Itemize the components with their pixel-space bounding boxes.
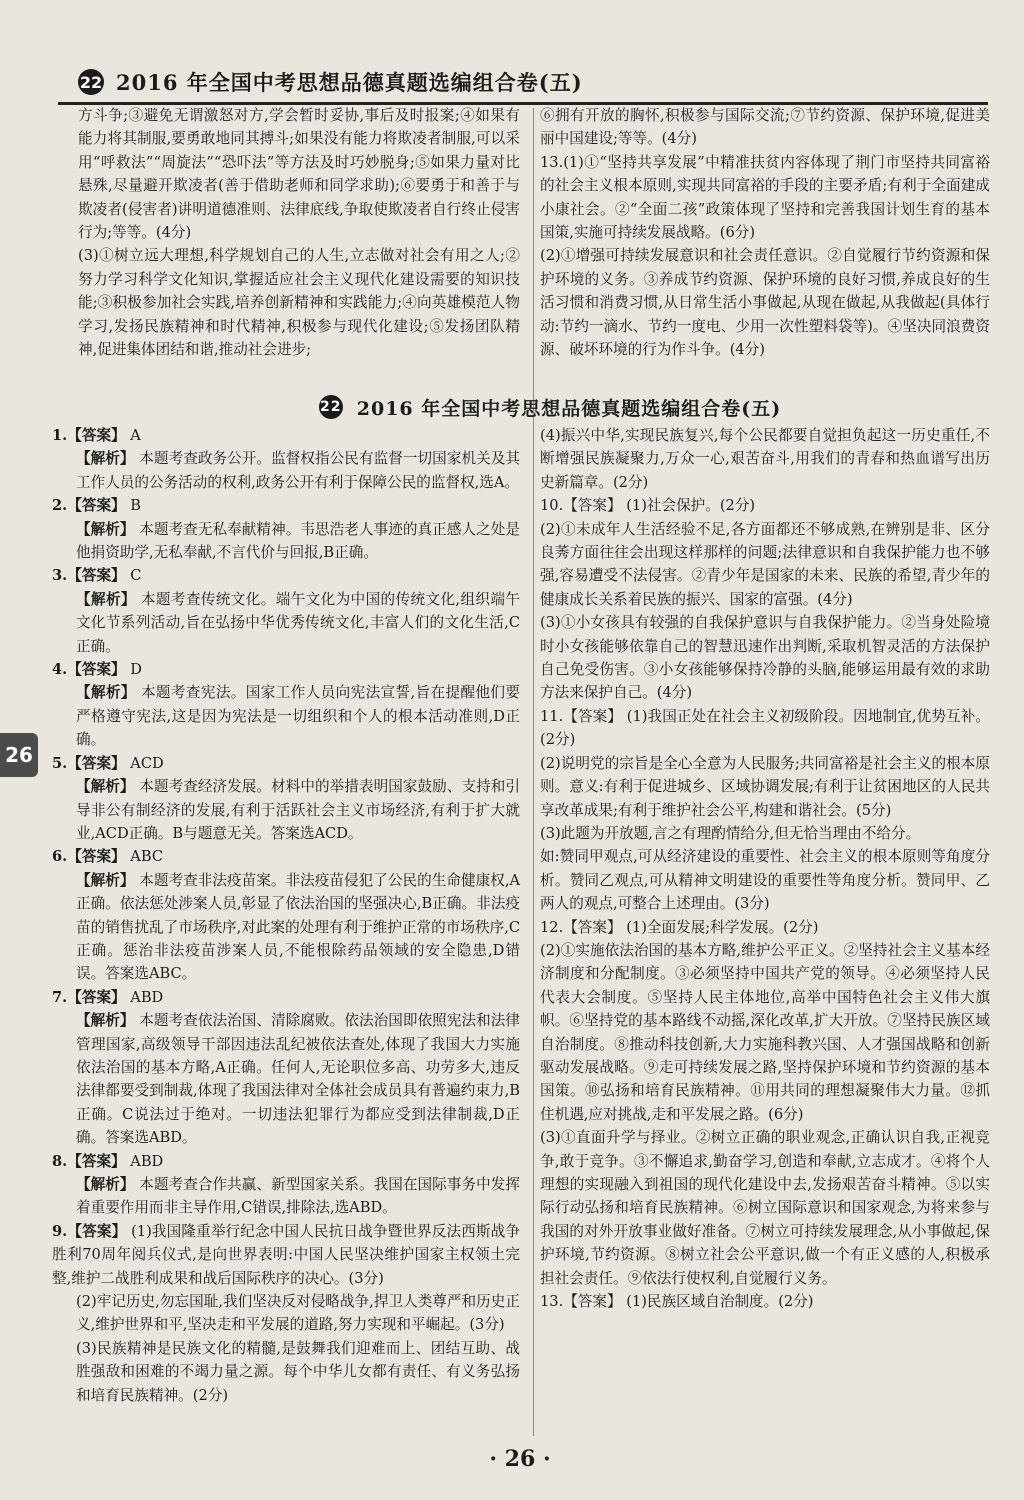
- section-title: [250, 392, 850, 422]
- page-number: · 26 ·: [489, 1446, 551, 1472]
- text-block: 13.(1)①“坚持共享发展”中精准扶贫内容体现了荆门市坚持共同富裕的社会主义根本原则,实现共同富裕的手段的主要矛盾;有利于全面建成小康社会。②“全面二孩”政策体现了坚持和完善我国计划生育的基本国策,实施可持续发展战略。(6分): [540, 153, 990, 242]
- text-block: (3)此题为开放题,言之有理酌情给分,但无恰当理由不给分。: [540, 824, 921, 842]
- text-block: (3)①树立远大理想,科学规划自己的人生,立志做对社会有用之人;②努力学习科学文化知识,掌握适应社会主义现代化建设需要的知识技能;③积极参加社会实践,培养创新精神和实践能力;④向英雄模范人物学习,发扬民族精神和时代精神,积极参与现代化建设;⑤发扬团队精神,促进集体团结和谐,推动社会进步;: [78, 247, 520, 359]
- column-divider: [533, 108, 534, 1436]
- answer-item: 8.【答案】 ABD 【解析】 本题考查合作共赢、新型国家关系。我国在国际事务中发挥着重要作用而非主导作用,C错误,排除法,选ABD。: [52, 1152, 520, 1217]
- left-top-column: [78, 104, 520, 361]
- answer-item: 4.【答案】 D 【解析】 本题考查宪法。国家工作人员向宪法宣誓,旨在提醒他们要严格遵守宪法,这是因为宪法是一切组织和个人的根本活动准则,D正确。: [52, 661, 520, 749]
- right-main-column: [540, 424, 990, 1313]
- header-title: 2016 年全国中考思想品德真题选编组合卷(五): [116, 70, 583, 95]
- text-block: (3)①小女孩具有较强的自我保护意识与自我保护能力。②当身处险境时小女孩能够依靠自己的智慧迅速作出判断,采取机智灵活的方法保护自己免受伤害。③小女孩能够保持冷静的头脑,能够运用最有效的求助方法来保护自己。(4分): [540, 614, 990, 702]
- text-block: 12.【答案】 (1)全面发展;科学发展。(2分): [540, 918, 819, 936]
- text-block: ⑥拥有开放的胸怀,积极参与国际交流;⑦节约资源、保护环境,促进美丽中国建设;等等。(4分): [540, 107, 990, 148]
- text-block: 13.【答案】 (1)民族区域自治制度。(2分): [540, 1293, 814, 1311]
- text-block: (3)民族精神是民族文化的精髓,是鼓舞我们迎难而上、团结互助、战胜强敌和困难的不竭力量之源。每个中华儿女都有责任、有义务弘扬和培育民族精神。(2分): [76, 1339, 520, 1404]
- text-block: 10.【答案】 (1)社会保护。(2分): [540, 497, 756, 515]
- text-block: 如:赞同甲观点,可从经济建设的重要性、社会主义的根本原则等角度分析。赞同乙观点,可从精神文明建设的重要性等角度分析。赞同甲、乙两人的观点,可整合上述理由。(3分): [540, 848, 990, 913]
- text-block: (2)说明党的宗旨是全心全意为人民服务;共同富裕是社会主义的根本原则。意义:有利于促进城乡、区域协调发展;有利于让贫困地区的人民共享改革成果;有利于维护社会公平,构建和谐社会。(5分): [540, 754, 990, 819]
- text-block: (2)①未成年人生活经验不足,各方面都还不够成熟,在辨别是非、区分良莠方面往往会出现这样那样的问题;法律意识和自我保护能力也不够强,容易遭受不法侵害。②青少年是国家的未来、民族的希望,青少年的健康成长关系着民族的振兴、国家的富强。(4分): [540, 520, 990, 608]
- side-page-tab: 26: [0, 733, 38, 777]
- text-block: (4)振兴中华,实现民族复兴,每个公民都要自觉担负起这一历史重任,不断增强民族凝聚力,万众一心,艰苦奋斗,用我们的青春和热血谱写出历史新篇章。(2分): [540, 427, 990, 491]
- left-main-column: [52, 424, 520, 1407]
- answer-item: 3.【答案】 C 【解析】 本题考查传统文化。端午文化为中国的传统文化,组织端午文化节系列活动,旨在弘扬中华优秀传统文化,丰富人们的文化生活,C正确。: [52, 567, 520, 655]
- answer-item: 7.【答案】 ABD 【解析】 本题考查依法治国、清除腐败。依法治国即依照宪法和法律管理国家,高级领导干部因违法乱纪被依法查处,体现了我国大力实施依法治国的基本方略,A正确。任何人,无论职位多高、功劳多大,违反法律都要受到制裁,体现了我国法律对全体社会成员具有普遍约束力,B正确。C说法过于绝对。一切违法犯罪行为都应受到法律制裁,D正确。答案选ABD。: [52, 988, 520, 1147]
- section-title-text: 2016 年全国中考思想品德真题选编组合卷(五): [356, 397, 782, 420]
- page-header: [58, 62, 988, 105]
- right-top-column: [540, 104, 990, 361]
- text-block: (2)①增强可持续发展意识和社会责任意识。②自觉履行节约资源和保护环境的义务。③养成节约资源、保护环境的良好习惯,养成良好的生活习惯和消费习惯,从日常生活小事做起,从现在做起,从我做起(具体行动:节约一滴水、节约一度电、少用一次性塑料袋等)。④坚决同浪费资源、破坏环境的行为作斗争。(4分): [540, 247, 990, 359]
- text-block: (3)①直面升学与择业。②树立正确的职业观念,正确认识自我,正视竞争,敢于竞争。③不懈追求,勤奋学习,创造和奉献,立志成才。④将个人理想的实现融入到祖国的现代化建设中去,发扬艰苦奋斗精神。⑤以实际行动弘扬和培育民族精神。⑥树立国际意识和国家观念,为将来参与我国的对外开放事业做好准备。⑦树立可持续发展理念,从小事做起,保护环境,节约资源。⑧树立社会公平意识,做一个有正义感的人,积极承担社会责任。⑨依法行使权利,自觉履行义务。: [540, 1129, 990, 1287]
- header-number-badge: 22: [78, 69, 104, 95]
- section-number-badge: 22: [319, 395, 343, 419]
- answer-item: 5.【答案】 ACD 【解析】 本题考查经济发展。材料中的举措表明国家鼓励、支持和引导非公有制经济的发展,有利于活跃社会主义市场经济,有利于扩大就业,ACD正确。B与题意无关。答案选ACD。: [52, 754, 520, 842]
- answer-item-9: 9.【答案】 (1)我国隆重举行纪念中国人民抗日战争暨世界反法西斯战争胜利70周年阅兵仪式,是向世界表明:中国人民坚决维护国家主权领土完整,维护二战胜利成果和战后国际秩序的决心。(3分) (2)牢记历史,勿忘国耻,我们坚决反对侵略战争,捍卫人类尊严和历史正义,维护世界和平,坚决走和平发展的道路,努力实现和平崛起。(3分) (3)民族精神是民族文化的精髓,是鼓舞我们迎难而上、团结互助、战胜强敌和困难的不竭力量之源。每个中华儿女都有责任、有义务弘扬和培育民族精神。(2分): [52, 1220, 520, 1407]
- text-block: 11.【答案】 (1)我国正处在社会主义初级阶段。因地制宜,优势互补。(2分): [540, 707, 990, 749]
- text-block: (2)①实施依法治国的基本方略,维护公平正义。②坚持社会主义基本经济制度和分配制度。③必须坚持中国共产党的领导。④必须坚持人民代表大会制度。⑤坚持人民主体地位,高举中国特色社会主义伟大旗帜。⑥坚持党的基本路线不动摇,深化改革,扩大开放。⑦坚持民族区域自治制度。⑧推动科技创新,大力实施科教兴国、人才强国战略和创新驱动发展战略。⑨走可持续发展之路,坚持保护环境和节约资源的基本国策。⑩弘扬和培育民族精神。⑪用共同的理想凝聚伟大力量。⑫抓住机遇,应对挑战,走和平发展之路。(6分): [540, 941, 990, 1123]
- answer-item: 6.【答案】 ABC 【解析】 本题考查非法疫苗案。非法疫苗侵犯了公民的生命健康权,A正确。依法惩处涉案人员,彰显了依法治国的坚强决心,B正确。非法疫苗的销售扰乱了市场秩序,对此案的处理有利于维护正常的市场秩序,C正确。惩治非法疫苗涉案人员,不能根除药品领域的安全隐患,D错误。答案选ABC。: [52, 848, 520, 983]
- answer-item: 1.【答案】 A 【解析】 本题考查政务公开。监督权指公民有监督一切国家机关及其工作人员的公务活动的权利,政务公开有利于保障公民的监督权,选A。: [52, 427, 520, 491]
- answer-item: 2.【答案】 B 【解析】 本题考查无私奉献精神。韦思浩老人事迹的真正感人之处是他捐资助学,无私奉献,不言代价与回报,B正确。: [52, 497, 520, 562]
- text-block: 方斗争;③避免无谓激怒对方,学会暂时妥协,事后及时报案;④如果有能力将其制服,要勇敢地同其搏斗;如果没有能力将欺凌者制服,可以采用“呼救法”“周旋法”“恐吓法”等方法及时巧妙脱身;⑤如果力量对比悬殊,尽量避开欺凌者(善于借助老师和同学求助);⑥要勇于和善于与欺凌者(侵害者)讲明道德准则、法律底线,争取使欺凌者自行终止侵害行为;等等。(4分): [78, 107, 520, 242]
- text-block: (2)牢记历史,勿忘国耻,我们坚决反对侵略战争,捍卫人类尊严和历史正义,维护世界和平,坚决走和平发展的道路,努力实现和平崛起。(3分): [76, 1293, 520, 1334]
